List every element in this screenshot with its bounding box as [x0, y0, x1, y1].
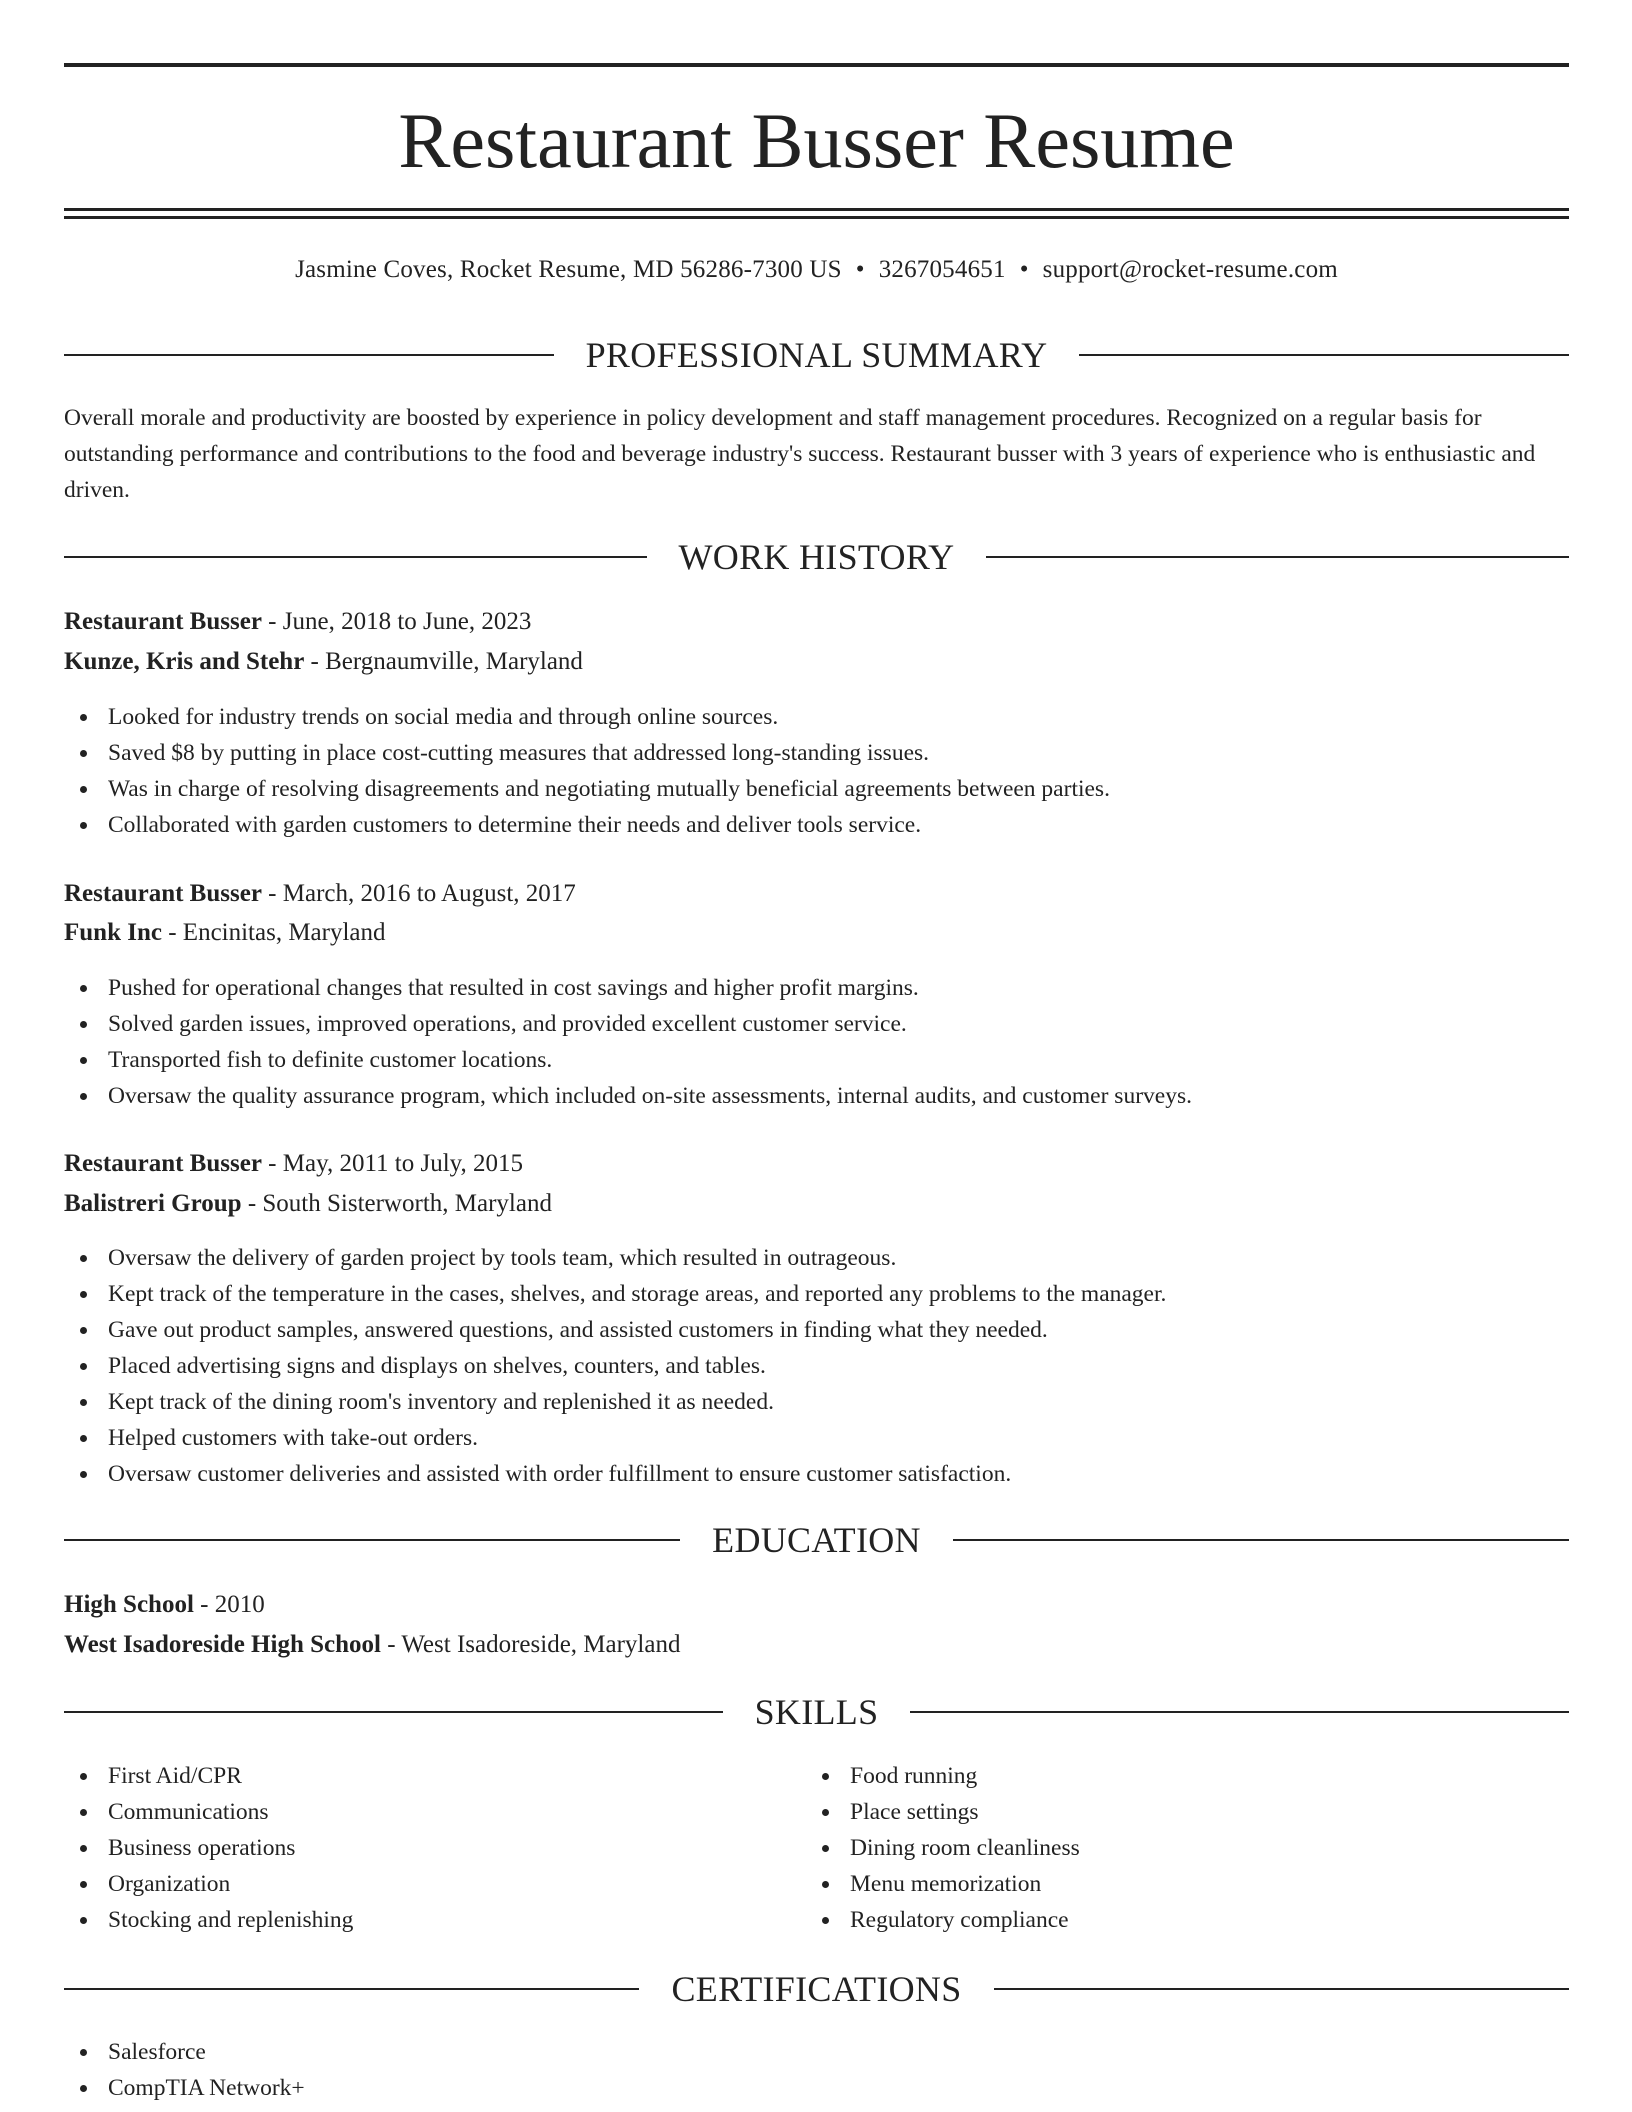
section-rule — [953, 1539, 1569, 1541]
job-dates: - June, 2018 to June, 2023 — [261, 608, 532, 635]
work-section-title: WORK HISTORY — [678, 537, 955, 577]
list-item: Oversaw the quality assurance program, which included on-site assessments, internal audits, and customer surveys. — [64, 1078, 1569, 1114]
skill-item: Dining room cleanliness — [806, 1830, 1546, 1866]
header-top-rule — [64, 63, 1569, 67]
section-rule — [64, 1539, 680, 1541]
skills-section-title: SKILLS — [754, 1692, 879, 1732]
contact-phone: 3267054651 — [878, 256, 1006, 283]
job-company-line — [64, 916, 1569, 950]
skill-item: Communications — [64, 1794, 804, 1830]
job-location: - Encinitas, Maryland — [161, 919, 386, 946]
contact-line — [64, 254, 1569, 286]
work-section-header — [64, 535, 1569, 579]
contact-separator: • — [1019, 256, 1029, 283]
job-dates: - May, 2011 to July, 2015 — [261, 1150, 524, 1177]
contact-address: Jasmine Coves, Rocket Resume, MD 56286-7300 US — [295, 256, 842, 283]
education-school: West Isadoreside High School — [64, 1631, 381, 1658]
section-rule — [64, 354, 554, 356]
certifications-section-title: CERTIFICATIONS — [671, 1969, 962, 2009]
education-year: - 2010 — [193, 1591, 265, 1618]
skill-item: Business operations — [64, 1830, 804, 1866]
job-bullets — [64, 1240, 1569, 1492]
job-location: - South Sisterworth, Maryland — [241, 1190, 552, 1217]
skill-item: Stocking and replenishing — [64, 1902, 804, 1938]
job-company: Balistreri Group — [64, 1190, 242, 1217]
section-rule — [64, 556, 647, 558]
job-title-line — [64, 877, 1569, 911]
section-rule — [64, 1711, 723, 1713]
education-section-header — [64, 1518, 1569, 1562]
job-company: Kunze, Kris and Stehr — [64, 648, 305, 675]
certification-item: CompTIA Network+ — [64, 2070, 1569, 2106]
job-title-line — [64, 1147, 1569, 1181]
education-section-title: EDUCATION — [712, 1520, 921, 1560]
section-rule — [994, 1988, 1569, 1990]
education-degree: High School — [64, 1591, 194, 1618]
skill-item: Food running — [806, 1758, 1546, 1794]
certifications-section-header — [64, 1967, 1569, 2011]
job-role: Restaurant Busser — [64, 880, 262, 907]
job-company-line — [64, 1187, 1569, 1221]
list-item: Solved garden issues, improved operations, and provided excellent customer service. — [64, 1006, 1569, 1042]
summary-section-header — [64, 333, 1569, 377]
skills-list-right — [806, 1758, 1546, 1938]
list-item: Gave out product samples, answered questions, and assisted customers in finding what they needed. — [64, 1312, 1569, 1348]
list-item: Helped customers with take-out orders. — [64, 1420, 1569, 1456]
job-company: Funk Inc — [64, 919, 162, 946]
job-bullets — [64, 970, 1569, 1114]
list-item: Looked for industry trends on social media and through online sources. — [64, 699, 1569, 735]
resume-title: Restaurant Busser Resume — [398, 97, 1235, 184]
list-item: Kept track of the dining room's inventory and replenished it as needed. — [64, 1384, 1569, 1420]
list-item: Oversaw customer deliveries and assisted with order fulfillment to ensure customer satisfaction. — [64, 1456, 1569, 1492]
education-degree-line — [64, 1588, 1569, 1622]
job-location: - Bergnaumville, Maryland — [304, 648, 583, 675]
skill-item: First Aid/CPR — [64, 1758, 804, 1794]
skill-item: Regulatory compliance — [806, 1902, 1546, 1938]
summary-text: Overall morale and productivity are boosted by experience in policy development and staff management procedures. Recognized on a regular basis for outstanding performance and contributions to the food and beverage industry's success. Restaurant busser with 3 years of experience who is enthusiastic and driven. — [64, 405, 1536, 503]
job-role: Restaurant Busser — [64, 1150, 262, 1177]
list-item: Pushed for operational changes that resulted in cost savings and higher profit margins. — [64, 970, 1569, 1006]
skills-list-left — [64, 1758, 804, 1938]
list-item: Collaborated with garden customers to determine their needs and deliver tools service. — [64, 807, 1569, 843]
certifications-list — [64, 2034, 1569, 2106]
job-bullets — [64, 699, 1569, 843]
job-title-line — [64, 605, 1569, 639]
contact-email: support@rocket-resume.com — [1042, 256, 1338, 283]
list-item: Oversaw the delivery of garden project by tools team, which resulted in outrageous. — [64, 1240, 1569, 1276]
contact-separator: • — [855, 256, 865, 283]
job-dates: - March, 2016 to August, 2017 — [261, 880, 576, 907]
skills-section-header — [64, 1690, 1569, 1734]
job-company-line — [64, 645, 1569, 679]
section-rule — [986, 556, 1569, 558]
section-rule — [64, 1988, 639, 1990]
section-rule — [910, 1711, 1569, 1713]
list-item: Was in charge of resolving disagreements and negotiating mutually beneficial agreements between parties. — [64, 771, 1569, 807]
certification-item: Salesforce — [64, 2034, 1569, 2070]
skill-item: Place settings — [806, 1794, 1546, 1830]
list-item: Placed advertising signs and displays on shelves, counters, and tables. — [64, 1348, 1569, 1384]
header-bottom-rule-2 — [64, 216, 1569, 219]
skill-item: Organization — [64, 1866, 804, 1902]
header-bottom-rule-1 — [64, 208, 1569, 211]
job-role: Restaurant Busser — [64, 608, 262, 635]
list-item: Transported fish to definite customer locations. — [64, 1042, 1569, 1078]
education-school-line — [64, 1628, 1569, 1662]
section-rule — [1079, 354, 1569, 356]
list-item: Kept track of the temperature in the cases, shelves, and storage areas, and reported any problems to the manager. — [64, 1276, 1569, 1312]
education-location: - West Isadoreside, Maryland — [380, 1631, 681, 1658]
summary-section-title: PROFESSIONAL SUMMARY — [585, 335, 1048, 375]
list-item: Saved $8 by putting in place cost-cutting measures that addressed long-standing issues. — [64, 735, 1569, 771]
skill-item: Menu memorization — [806, 1866, 1546, 1902]
